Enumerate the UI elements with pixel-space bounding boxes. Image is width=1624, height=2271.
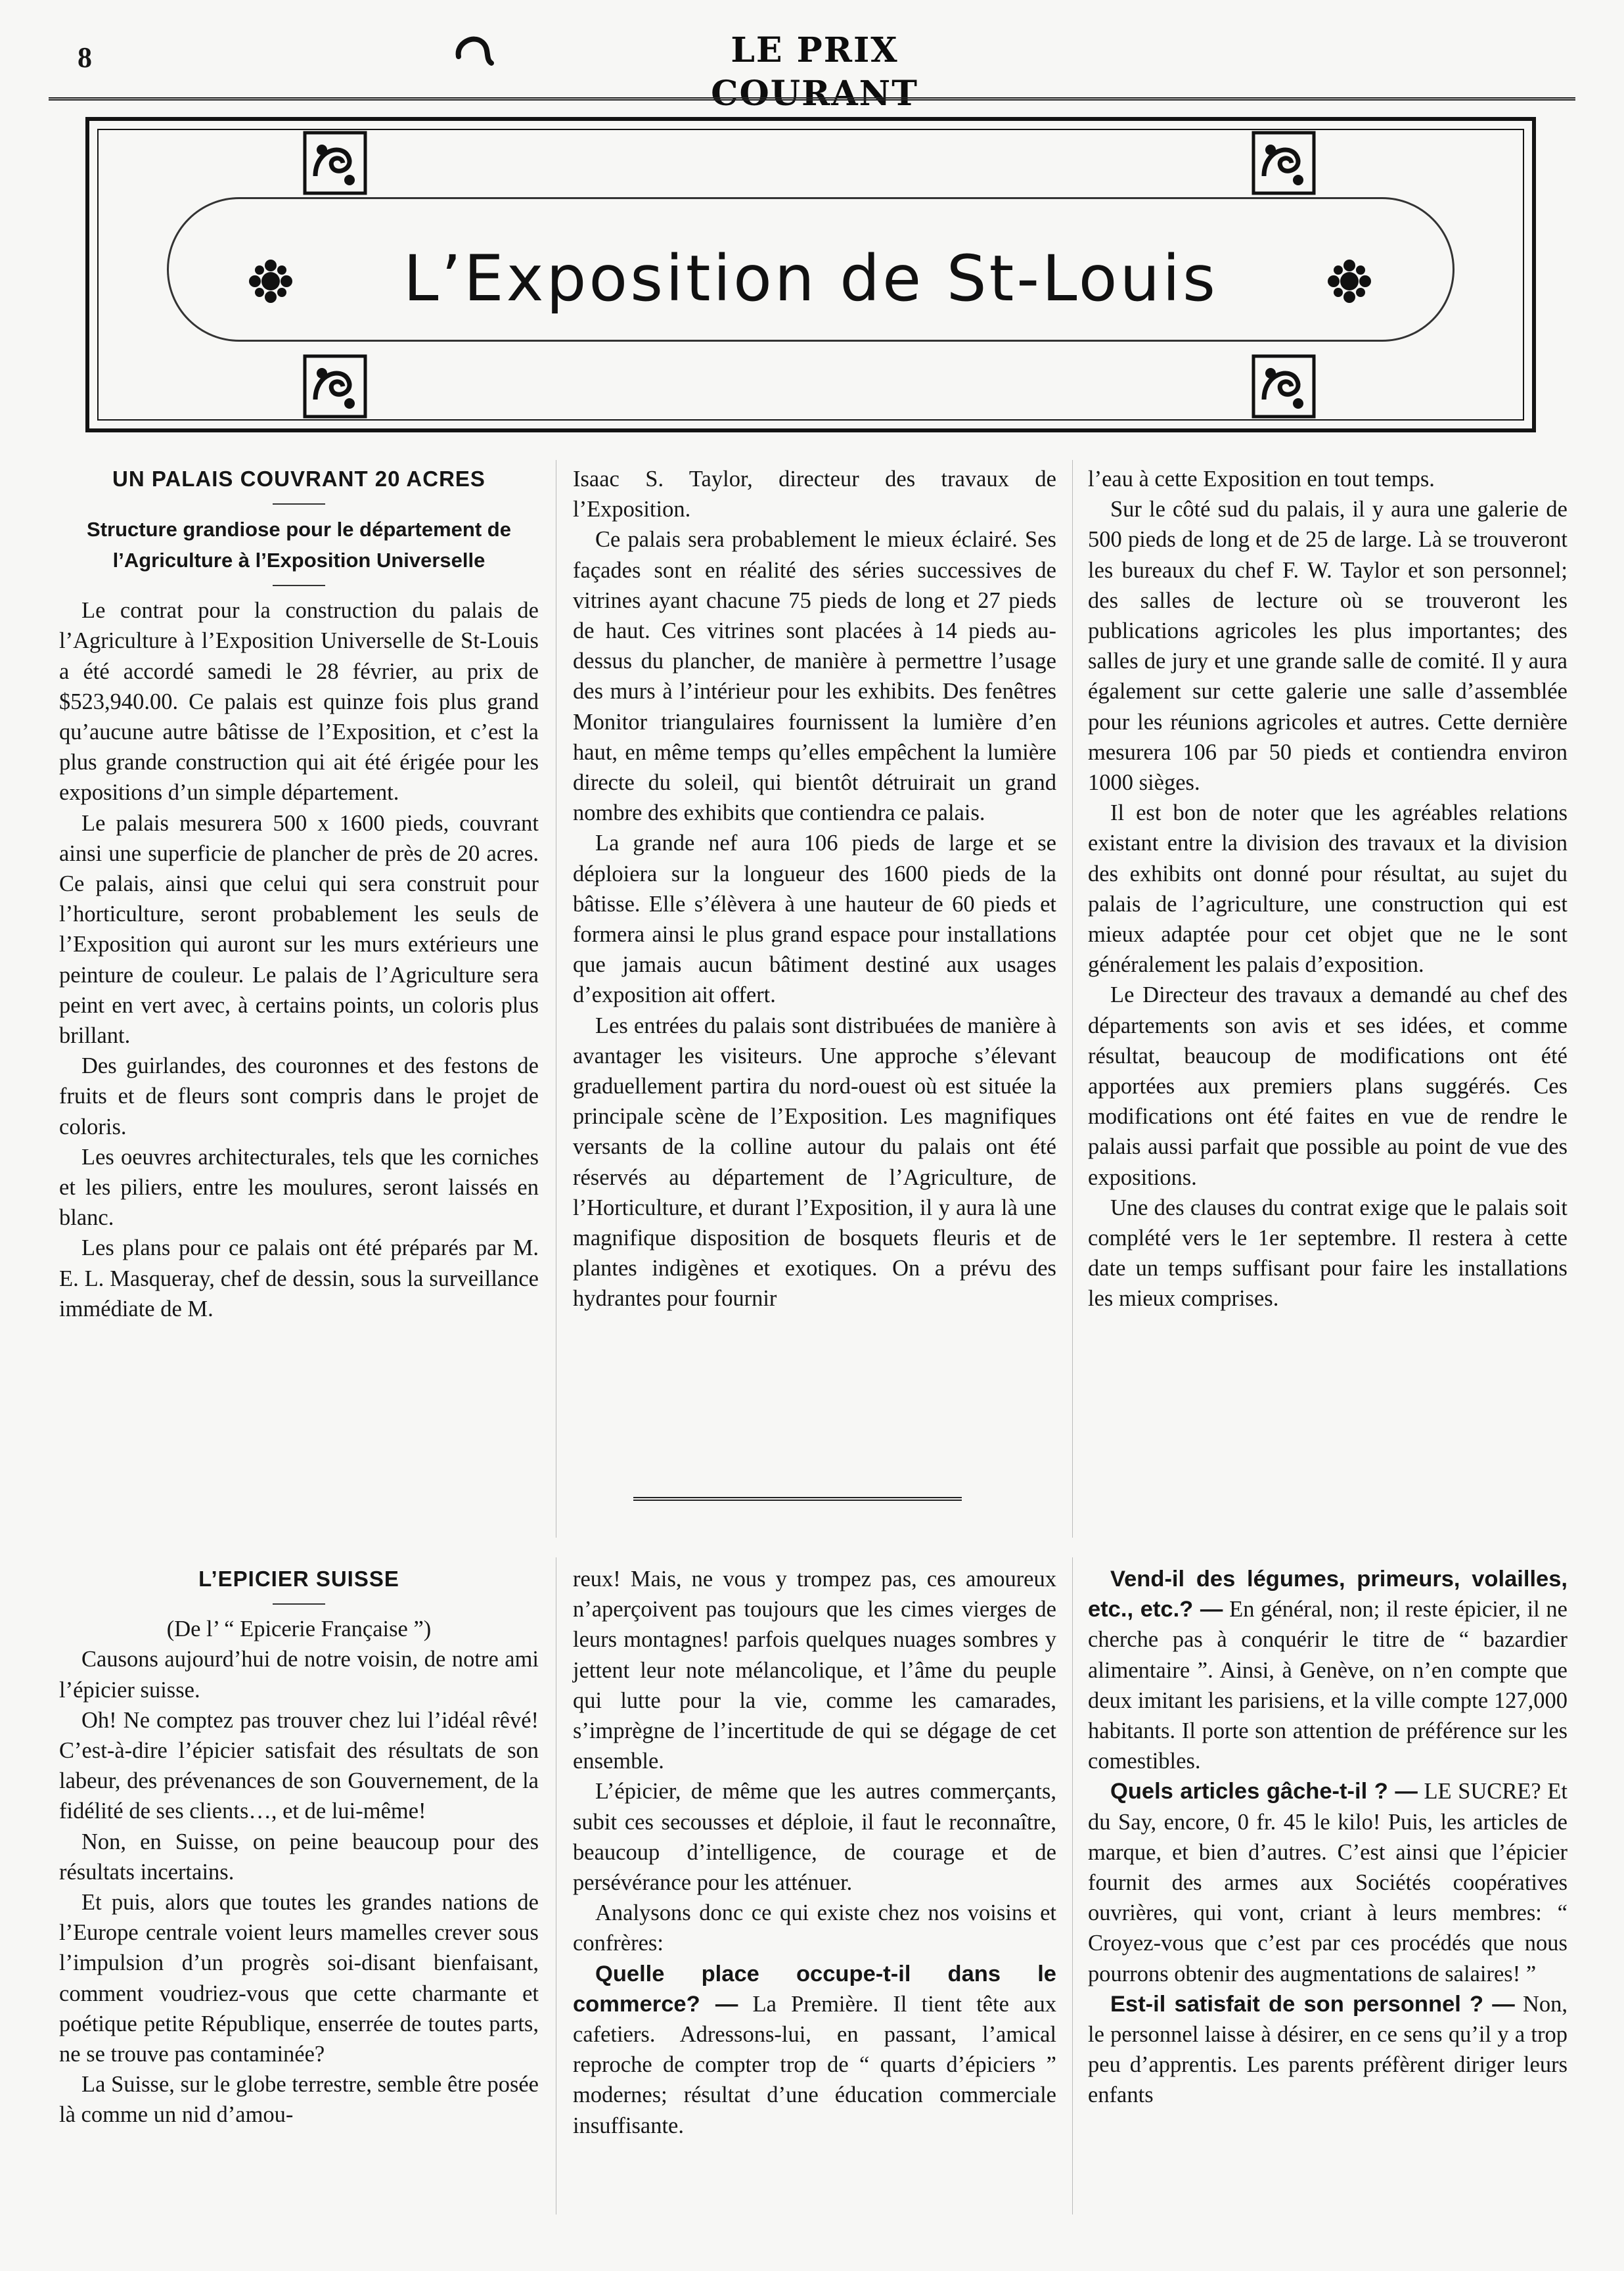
paragraph: Les plans pour ce palais ont été préparés par M. E. L. Masqueray, chef de dessin, sous la surveillance immédiate de M. (59, 1235, 539, 1321)
question-label: Quelle place occupe-t-il dans le commerce? — (573, 1961, 1056, 2017)
paragraph: Il est bon de noter que les agréables relations existant entre la division des travaux et la division des exhibits ont donné pour résultat, au sujet du palais de l’agriculture, une construction qui est mieux adaptée pour cet objet que ne le sont généralement les palais d’exposition. (1088, 800, 1568, 978)
qa-paragraph (1088, 1776, 1568, 1988)
paragraph: La Suisse, sur le globe terrestre, semble être posée là comme un nid d’amou- (59, 2072, 539, 2128)
article1-column-2 (573, 464, 1056, 1314)
paragraph: Une des clauses du contrat exige que le palais soit complété vers le 1er septembre. Il restera à cette date un temps suffisant pour faire les installations les mieux comprises. (1088, 1195, 1568, 1312)
answer-text: Non, le personnel laisse à désirer, en ce sens qu’il y a trop peu d’apprentis. Les parents préfèrent diriger leurs enfants (1088, 1991, 1568, 2108)
paragraph: Non, en Suisse, on peine beaucoup pour des résultats incertains. (59, 1829, 539, 1885)
question-label: Vend-il des légumes, primeurs, volailles, etc., etc.? — (1088, 1567, 1568, 1622)
question-label: Quels articles gâche-t-il ? — (1110, 1779, 1418, 1804)
article2-column-3 (1088, 1564, 1568, 2111)
article2-column-2 (573, 1564, 1056, 2141)
paragraph: L’épicier, de même que les autres commerçants, subit ces secousses et déploie, il faut le reconnaître, beaucoup d’intelligence, de courage et de persévérance pour les atténuer. (573, 1779, 1056, 1896)
answer-text: LE SUCRE? Et du Say, encore, 0 fr. 45 le kilo! Puis, les articles de marque, et bien d’autres. C’est ainsi que l’épicier fournit des armes aux Sociétés coopératives ouvrières, qui vont, criant à leurs membres: “ Croyez-vous que c’est par ces procédés que nous pourrons obtenir des augmentations de salaires! ” (1088, 1779, 1568, 1986)
paragraph: Les oeuvres architecturales, tels que les corniches et les piliers, entre les moulures, seront laissés en blanc. (59, 1144, 539, 1231)
paragraph: l’eau à cette Exposition en tout temps. (1088, 467, 1435, 492)
answer-text: La Première. Il tient tête aux cafetiers. Adressons-lui, en passant, l’amical reproche de compter trop de “ quarts d’épiciers ” modernes; résultat d’une éducation commerciale insuffisante. (573, 1991, 1056, 2138)
paragraph: Des guirlandes, des couronnes et des festons de fruits et de fleurs sont compris dans le projet de coloris. (59, 1053, 539, 1139)
column-rule (1072, 1557, 1073, 2214)
ornament-swirl-icon (453, 30, 495, 70)
paragraph: Causons aujourd’hui de notre voisin, de notre ami l’épicier suisse. (59, 1647, 539, 1703)
article1-column-3 (1088, 464, 1568, 1314)
article2-source: (De l’ “ Epicerie Française ”) (166, 1617, 432, 1642)
page-number: 8 (78, 41, 92, 74)
qa-paragraph (1088, 1564, 1568, 1776)
corner-ornament-icon (1251, 354, 1317, 419)
article-separator (633, 1497, 962, 1501)
divider-dash (273, 503, 325, 505)
paragraph: Les entrées du palais sont distribuées de manière à avantager les visiteurs. Une approche s’élevant graduellement partira du nord-ouest où est située la principale scène de l’Exposition. Les magnifiques versants de la colline autour du palais ont été réservés au département de l’Agriculture, de l’Horticulture, et durant l’Exposition, il y aura là une magnifique disposition de bosquets fleuris et de plantes indigènes et exotiques. On a prévu des hydrantes pour fournir (573, 1013, 1056, 1312)
paragraph: Analysons donc ce qui existe chez nos voisins et confrères: (573, 1900, 1056, 1956)
corner-ornament-icon (302, 354, 368, 419)
paragraph: Ce palais sera probablement le mieux éclairé. Ses façades sont en réalité des séries successives de vitrines ayant chacune 75 pieds de long et 27 pieds de haut. Ces vitrines sont placées à 14 pieds au-dessus du plancher, de manière à permettre l’usage des murs à l’intérieur pour les exhibits. Des fenêtres Monitor triangulaires fournissent la lumière d’en haut, en même temps qu’elles empêchent la lumière directe du soleil, qui bientôt détruirait un grand nombre des exhibits que contiendra ce palais. (573, 527, 1056, 826)
divider-dash (273, 585, 325, 586)
header-rule (49, 97, 1575, 101)
paragraph: Le Directeur des travaux a demandé au chef des départements son avis et ses idées, et comme résultat, beaucoup de modifications ont été apportées aux premiers plans suggérés. Ces modifications ont été faites en vue de rendre le palais aussi parfait que possible au point de vue des expositions. (1088, 982, 1568, 1190)
paragraph: Et puis, alors que toutes les grandes nations de l’Europe centrale voient leurs mamelles crever sous l’impulsion d’un progrès soi-disant bienfaisant, comment voudriez-vous que cette charmante et poétique petite République, enserrée de toutes parts, ne se trouve pas contaminée? (59, 1890, 539, 2067)
qa-paragraph (573, 1959, 1056, 2141)
corner-ornament-icon (1251, 130, 1317, 196)
paragraph: reux! Mais, ne vous y trompez pas, ces amoureux n’aperçoivent pas toujours que les cimes vierges de leurs montagnes! parfois quelques nuages sombres y jettent leur note mélancolique, et l’âme du peuple qui lutte pour la vie, comme les camarades, s’imprègne de l’incertitude de qui se dégage de cet ensemble. (573, 1567, 1056, 1774)
corner-ornament-icon (302, 130, 368, 196)
article2-headline: L’EPICIER SUISSE (198, 1567, 399, 1591)
paragraph: Le contrat pour la construction du palais de l’Agriculture à l’Exposition Universelle de St-Louis a été accordé samedi le 28 février, au prix de $523,940.00. Ce palais est quinze fois plus grand qu’aucune autre bâtisse de l’Exposition, et c’est la plus grande construction qui ait été érigée pour les expositions d’un simple département. (59, 598, 539, 806)
paragraph: Le palais mesurera 500 x 1600 pieds, couvrant ainsi une superficie de plancher de près de 20 acres. Ce palais, ainsi que celui qui sera construit pour l’horticulture, seront probablement les seuls de l’Exposition qui auront sur les murs extérieurs une peinture de couleur. Le palais de l’Agriculture sera peint en vert avec, à certains points, un coloris plus brillant. (59, 810, 539, 1049)
column-rule (1072, 460, 1073, 1538)
question-label: Est-il satisfait de son personnel ? — (1110, 1991, 1515, 2017)
answer-text: En général, non; il reste épicier, il ne cherche pas à conquérir le titre de “ bazardier alimentaire ”. Ainsi, à Genève, on n’en compte que deux imitant les parisiens, et la ville compte 127,000 habitants. Il porte son attention de préférence sur les comestibles. (1088, 1597, 1568, 1774)
paragraph: Oh! Ne comptez pas trouver chez lui l’idéal rêvé! C’est-à-dire l’épicier satisfait des résultats de son labeur, des prévenances de son Gouvernement, de la fidélité de ses clients…, et de lui-même! (59, 1707, 539, 1824)
qa-paragraph (1088, 1989, 1568, 2111)
banner-title: L’Exposition de St-Louis (403, 242, 1219, 315)
paragraph: Isaac S. Taylor, directeur des travaux de l’Exposition. (573, 467, 1056, 522)
article1-column-1 (59, 464, 539, 1324)
article2-column-1 (59, 1564, 539, 2130)
masthead: LE PRIX COURANT (711, 30, 918, 114)
section-banner (85, 117, 1536, 432)
article1-subhead: Structure grandiose pour le département de l’Agriculture à l’Exposition Universelle (87, 518, 511, 572)
article1-headline: UN PALAIS COUVRANT 20 ACRES (112, 467, 485, 491)
paragraph: Sur le côté sud du palais, il y aura une galerie de 500 pieds de long et de 25 de large. Là se trouveront les bureaux du chef F. W. Taylor et son personnel; des salles de lecture où se trouveront les publications agricoles les plus importantes; des salles de jury et une grande salle de comité. Il y aura également sur cette galerie une salle d’assemblée pour les réunions agricoles et autres. Cette dernière mesurera 106 par 50 pieds et contiendra environ 1000 sièges. (1088, 497, 1568, 796)
paragraph: La grande nef aura 106 pieds de large et se déploiera sur la longueur des 1600 pieds de la bâtisse. Elle s’élèvera à une hauteur de 60 pieds et formera ainsi le plus grand espace pour installations que jamais aucun bâtiment destiné aux usages d’exposition ait offert. (573, 831, 1056, 1008)
divider-dash (273, 1603, 325, 1605)
